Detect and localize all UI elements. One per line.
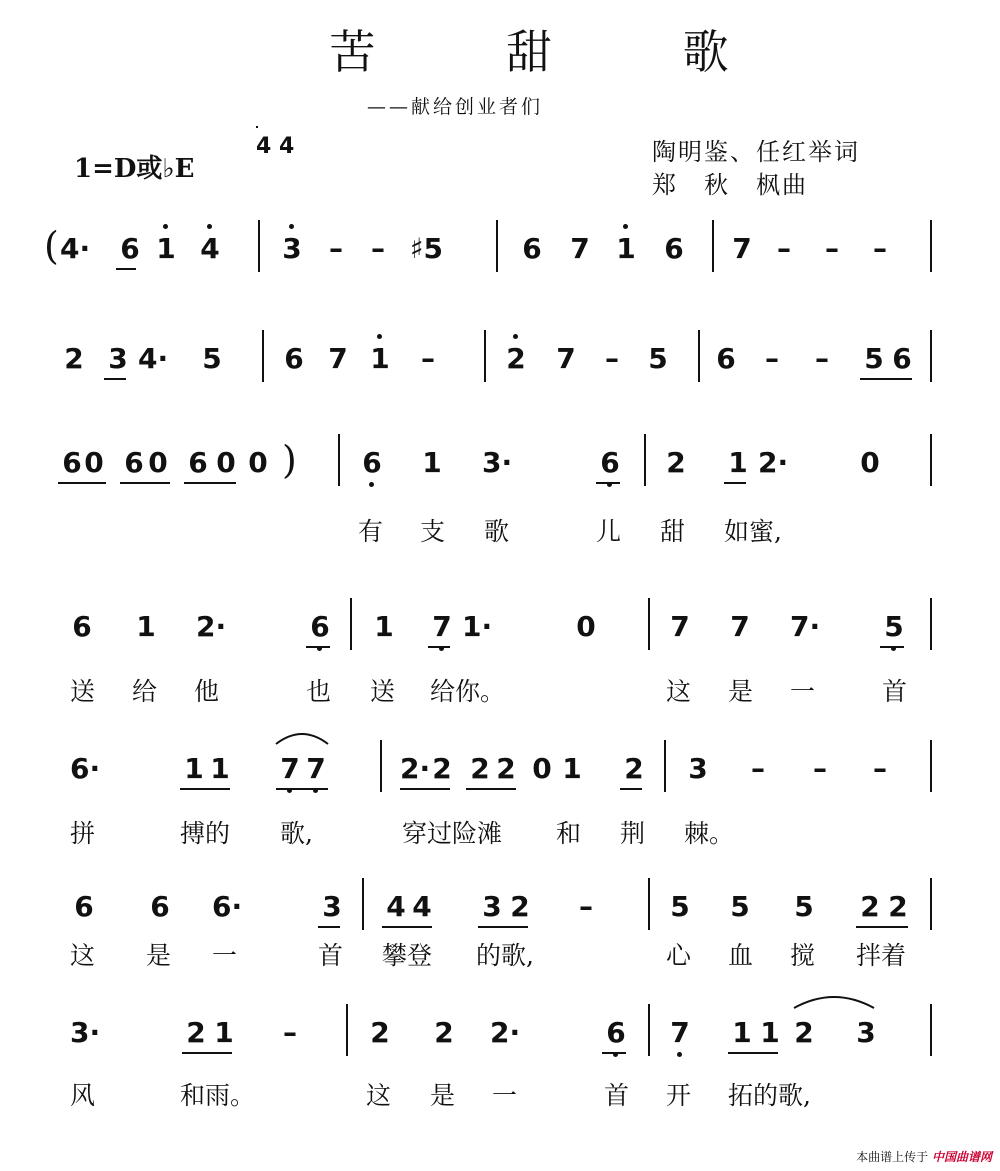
- lyric-1-5: 甜: [660, 517, 686, 546]
- lyric-5-3: 这: [366, 1081, 392, 1110]
- lyric-1-6: 如蜜,: [724, 517, 782, 546]
- lyric-4-2: 是: [146, 941, 172, 970]
- time-signature: [256, 136, 294, 158]
- footer-label: 本曲谱上传于: [856, 1150, 929, 1164]
- lyric-4-4: 首: [318, 941, 344, 970]
- lyric-4-5: 攀登: [382, 941, 433, 970]
- score-row-7: 3· 2 1 – 2 2 2· 6 7 1 1 2 3: [0, 1016, 1000, 1076]
- lyric-2-7: 这: [666, 677, 692, 706]
- lyric-3-4: 穿过险滩: [402, 819, 503, 848]
- lyric-3-6: 荆: [620, 819, 646, 848]
- footer-brand[interactable]: 中国曲谱网: [931, 1150, 992, 1164]
- lyric-5-5: 一: [492, 1081, 518, 1110]
- lyric-4-6: 的歌,: [476, 941, 534, 970]
- time-bottom: 4: [278, 134, 295, 159]
- lyricist-credit: 陶明鉴、任红举词: [652, 138, 860, 166]
- lyric-3-1: 拼: [70, 819, 96, 848]
- composer-credit: 郑 秋 枫曲: [652, 171, 808, 199]
- lyric-4-1: 这: [70, 941, 96, 970]
- lyric-5-7: 开: [666, 1081, 692, 1110]
- lyric-5-8: 拓的歌,: [728, 1081, 811, 1110]
- lyric-4-8: 血: [728, 941, 754, 970]
- score-row-3: 6 0 6 0 6 0 0 ) 6 1 3· 6 2 1 2· 0: [0, 446, 1000, 506]
- lyric-1-2: 支: [420, 517, 446, 546]
- lyric-4-3: 一: [212, 941, 238, 970]
- lyric-5-1: 风: [70, 1081, 96, 1110]
- source-footer: [856, 1148, 992, 1165]
- lyric-1-3: 歌: [484, 517, 510, 546]
- lyric-4-10: 拌着: [856, 941, 907, 970]
- lyric-2-5: 送: [370, 677, 396, 706]
- lyric-2-8: 是: [728, 677, 754, 706]
- score-row-5: 6· 1 1 7 7 2· 2 2 2 0 1 2 3 – – –: [0, 752, 1000, 812]
- lyric-4-7: 心: [666, 941, 692, 970]
- lyric-4-9: 搅: [790, 941, 816, 970]
- lyric-2-6: 给你。: [430, 677, 506, 706]
- lyric-3-2: 搏的: [180, 819, 231, 848]
- lyric-3-7: 棘。: [684, 819, 735, 848]
- lyric-1-4: 儿: [596, 517, 622, 546]
- tie-arc: [792, 994, 876, 1010]
- lyric-2-4: 也: [306, 677, 332, 706]
- lyric-3-3: 歌,: [280, 819, 313, 848]
- song-subtitle: ——献给创业者们: [367, 96, 544, 118]
- lyric-3-5: 和: [556, 819, 582, 848]
- lyric-5-6: 首: [604, 1081, 630, 1110]
- lyric-2-9: 一: [790, 677, 816, 706]
- lyric-2-2: 给: [132, 677, 158, 706]
- tie-arc: [274, 730, 330, 746]
- lyric-5-2: 和雨。: [180, 1081, 256, 1110]
- time-top: 4: [256, 134, 272, 159]
- song-title: 苦 甜 歌: [329, 25, 787, 79]
- score-row-1: ( 4· 6 1 4 3 – – ♯5 6 7 1 6 7 – – –: [0, 232, 1000, 292]
- score-row-6: 6 6 6· 3 4 4 3 2 – 5 5 5 2 2: [0, 890, 1000, 950]
- lyric-2-1: 送: [70, 677, 96, 706]
- score-row-2: 2 3 4· 5 6 7 1 – 2 7 – 5 6 – – 5 6: [0, 342, 1000, 402]
- lyric-5-4: 是: [430, 1081, 456, 1110]
- score-row-4: 6 1 2· 6 1 7 1· 0 7 7 7· 5: [0, 610, 1000, 670]
- lyric-1-1: 有: [358, 517, 384, 546]
- key-signature: 1=D或♭E: [74, 154, 195, 184]
- lyric-2-3: 他: [194, 677, 220, 706]
- lyric-2-10: 首: [882, 677, 908, 706]
